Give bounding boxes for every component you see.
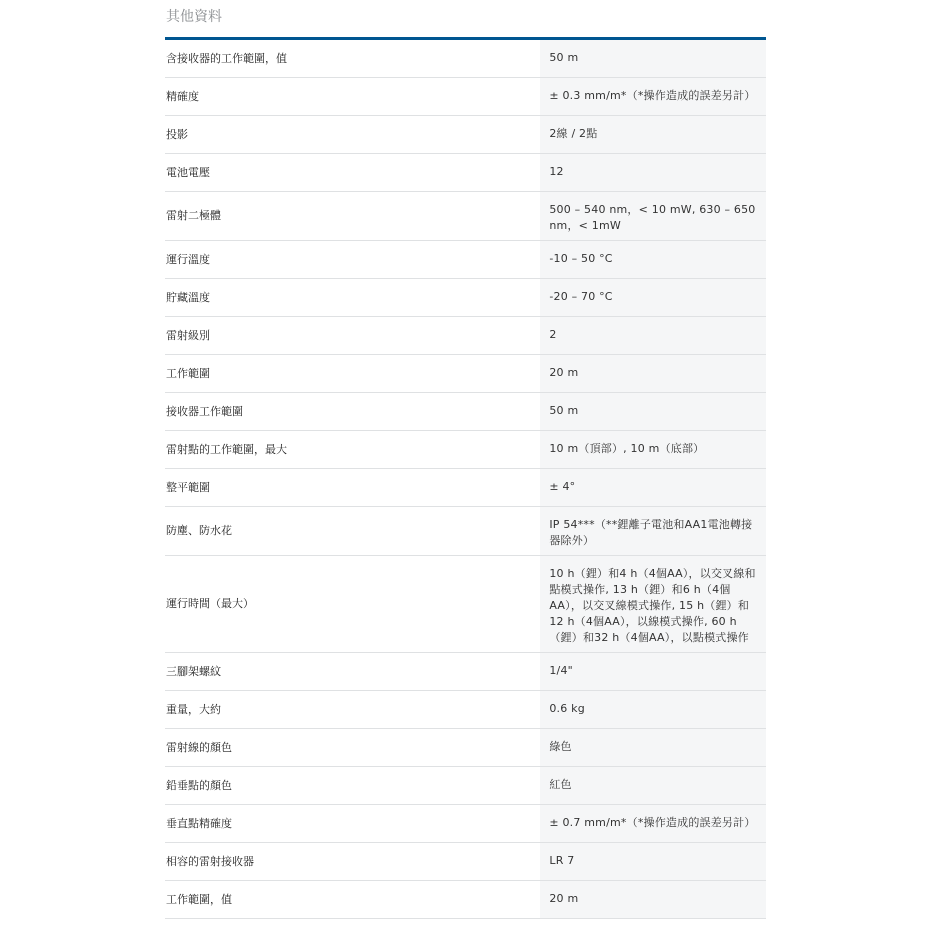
spec-label: 工作範圍，值 (166, 892, 232, 906)
spec-value: 10 h（鋰）和4 h（4個AA），以交叉線和點模式操作, 13 h（鋰）和6 h（4個AA），以交叉線模式操作, 15 h（鋰）和12 h（4個AA），以線模式操作, 60 h（鋰）和32 h（4個AA），以點模式操作 (540, 556, 766, 652)
spec-row (165, 279, 766, 317)
spec-value: 2 (540, 317, 766, 354)
spec-label: 雷射級別 (166, 328, 210, 342)
spec-value: 20 m (540, 355, 766, 392)
spec-value: 2線 / 2點 (540, 116, 766, 153)
spec-row (165, 881, 766, 919)
spec-label: 接收器工作範圍 (166, 404, 243, 418)
spec-label: 精確度 (166, 89, 199, 103)
spec-row (165, 556, 766, 653)
spec-label: 電池電壓 (166, 165, 210, 179)
spec-label: 雷射線的顏色 (166, 740, 232, 754)
spec-row (165, 154, 766, 192)
spec-value: ± 0.3 mm/m*（*操作造成的誤差另計） (540, 78, 766, 115)
spec-row (165, 691, 766, 729)
spec-value: LR 7 (540, 843, 766, 880)
spec-label: 鉛垂點的顏色 (166, 778, 232, 792)
spec-row (165, 469, 766, 507)
spec-label: 運行溫度 (166, 252, 210, 266)
spec-row (165, 393, 766, 431)
spec-row (165, 805, 766, 843)
spec-row (165, 767, 766, 805)
spec-value: 500 – 540 nm，< 10 mW, 630 – 650 nm，< 1mW (540, 192, 766, 240)
spec-row (165, 653, 766, 691)
spec-row (165, 241, 766, 279)
spec-value: ± 4° (540, 469, 766, 506)
spec-value: 紅色 (540, 767, 766, 804)
spec-value: 20 m (540, 881, 766, 918)
spec-label: 相容的雷射接收器 (166, 854, 254, 868)
spec-value: 50 m (540, 40, 766, 77)
spec-row (165, 355, 766, 393)
spec-value: ± 0.7 mm/m*（*操作造成的誤差另計） (540, 805, 766, 842)
spec-value: -10 – 50 °C (540, 241, 766, 278)
spec-row (165, 78, 766, 116)
spec-label: 運行時間（最大） (166, 597, 254, 610)
spec-row (165, 40, 766, 78)
spec-value: IP 54***（**鋰離子電池和AA1電池轉接器除外） (540, 507, 766, 555)
specs-table (165, 37, 766, 919)
spec-value: -20 – 70 °C (540, 279, 766, 316)
spec-value: 12 (540, 154, 766, 191)
spec-label: 貯藏溫度 (166, 290, 210, 304)
spec-label: 含接收器的工作範圍，值 (166, 51, 287, 65)
spec-label: 雷射點的工作範圍，最大 (166, 442, 287, 456)
spec-label: 三腳架螺紋 (166, 664, 221, 678)
spec-label: 防塵、防水花 (166, 524, 232, 537)
spec-value: 10 m（頂部）, 10 m（底部） (540, 431, 766, 468)
spec-row (165, 729, 766, 767)
spec-value: 綠色 (540, 729, 766, 766)
section-title: 其他資料 (166, 9, 222, 25)
spec-row (165, 192, 766, 241)
spec-row (165, 507, 766, 556)
spec-label: 雷射二極體 (166, 209, 221, 222)
spec-label: 投影 (166, 127, 188, 141)
spec-row (165, 431, 766, 469)
spec-label: 整平範圍 (166, 480, 210, 494)
spec-value: 1/4" (540, 653, 766, 690)
spec-label: 重量，大約 (166, 702, 221, 716)
spec-label: 垂直點精確度 (166, 816, 232, 830)
spec-value: 0.6 kg (540, 691, 766, 728)
spec-row (165, 317, 766, 355)
spec-row (165, 116, 766, 154)
spec-row (165, 843, 766, 881)
spec-value: 50 m (540, 393, 766, 430)
spec-label: 工作範圍 (166, 366, 210, 380)
